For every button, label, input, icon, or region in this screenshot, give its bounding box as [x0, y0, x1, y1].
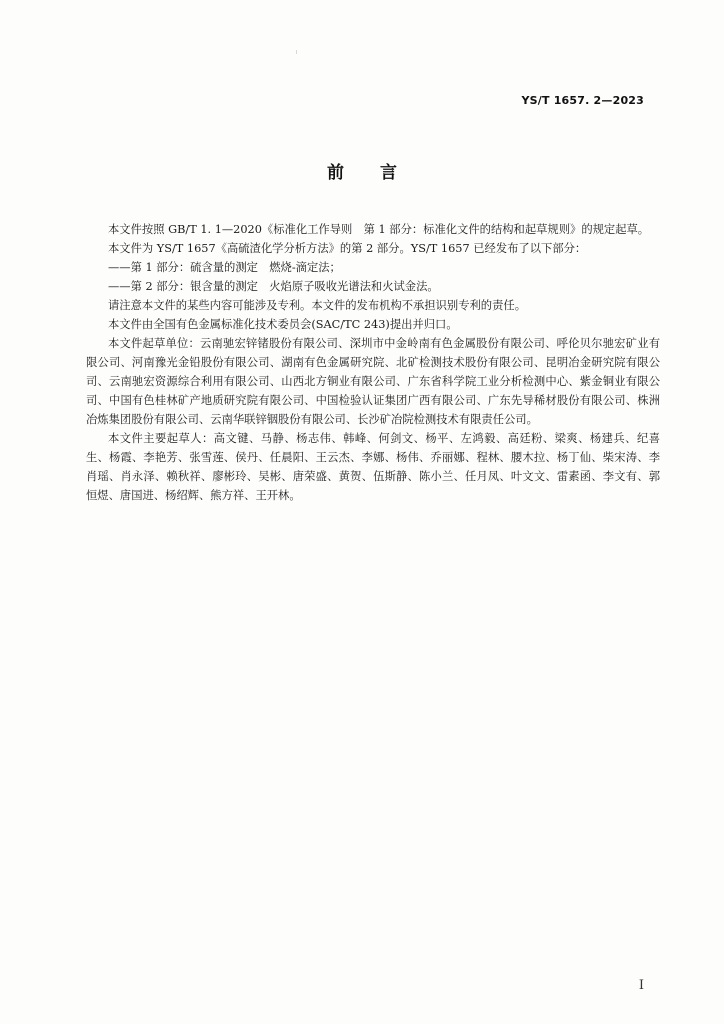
scan-mark — [296, 50, 297, 54]
page-title: 前言 — [327, 163, 433, 183]
list-item-part-1: ——第 1 部分：硫含量的测定 燃烧-滴定法； — [108, 261, 341, 274]
page-number: I — [638, 978, 644, 993]
paragraph-drafting-units: 本文件起草单位：云南驰宏锌锗股份有限公司、深圳市中金岭南有色金属股份有限公司、呼伦贝尔驰宏矿业有限公司、河南豫光金铅股份有限公司、湖南有色金属研究院、北矿检测技术股份有限公司、昆明冶金研究院有限公司、云南驰宏资源综合利用有限公司、山西北方铜业有限公司、广东省科学院工业分析检测中心、紫金铜业有限公司、中国有色桂林矿产地质研究院有限公司、中国检验认证集团广西有限公司、广东先导稀材股份有限公司、株洲冶炼集团股份有限公司、云南华联锌铟股份有限公司、长沙矿冶院检测技术有限责任公司。 — [86, 337, 660, 426]
foreword-body — [86, 220, 660, 505]
paragraph-drafters: 本文件主要起草人：高文键、马静、杨志伟、韩峰、何剑文、杨平、左鸿毅、高廷粉、梁爽、杨建兵、纪喜生、杨霞、李艳芳、张雪莲、侯丹、任晨阳、王云杰、李娜、杨伟、乔丽娜、程林、腰木拉、杨丁仙、柴宋涛、李肖瑶、肖永泽、赖秋祥、廖彬玲、吴彬、唐荣盛、黄贺、伍斯静、陈小兰、任月凤、叶文文、雷素函、李文有、郭恒煜、唐国进、杨绍辉、熊方祥、王开林。 — [86, 432, 660, 502]
paragraph-proposer: 本文件由全国有色金属标准化技术委员会(SAC/TC 243)提出并归口。 — [108, 318, 458, 331]
paragraph-patent-notice: 请注意本文件的某些内容可能涉及专利。本文件的发布机构不承担识别专利的责任。 — [108, 299, 526, 312]
paragraph-drafting-rules: 本文件按照 GB/T 1. 1—2020《标准化工作导则 第 1 部分：标准化文件的结构和起草规则》的规定起草。 — [108, 223, 650, 236]
list-item-part-2: ——第 2 部分：银含量的测定 火焰原子吸收光谱法和火试金法。 — [108, 280, 439, 293]
standard-code: YS/T 1657. 2—2023 — [521, 94, 644, 107]
paragraph-part-info: 本文件为 YS/T 1657《高硫渣化学分析方法》的第 2 部分。YS/T 1657 已经发布了以下部分： — [108, 242, 587, 255]
